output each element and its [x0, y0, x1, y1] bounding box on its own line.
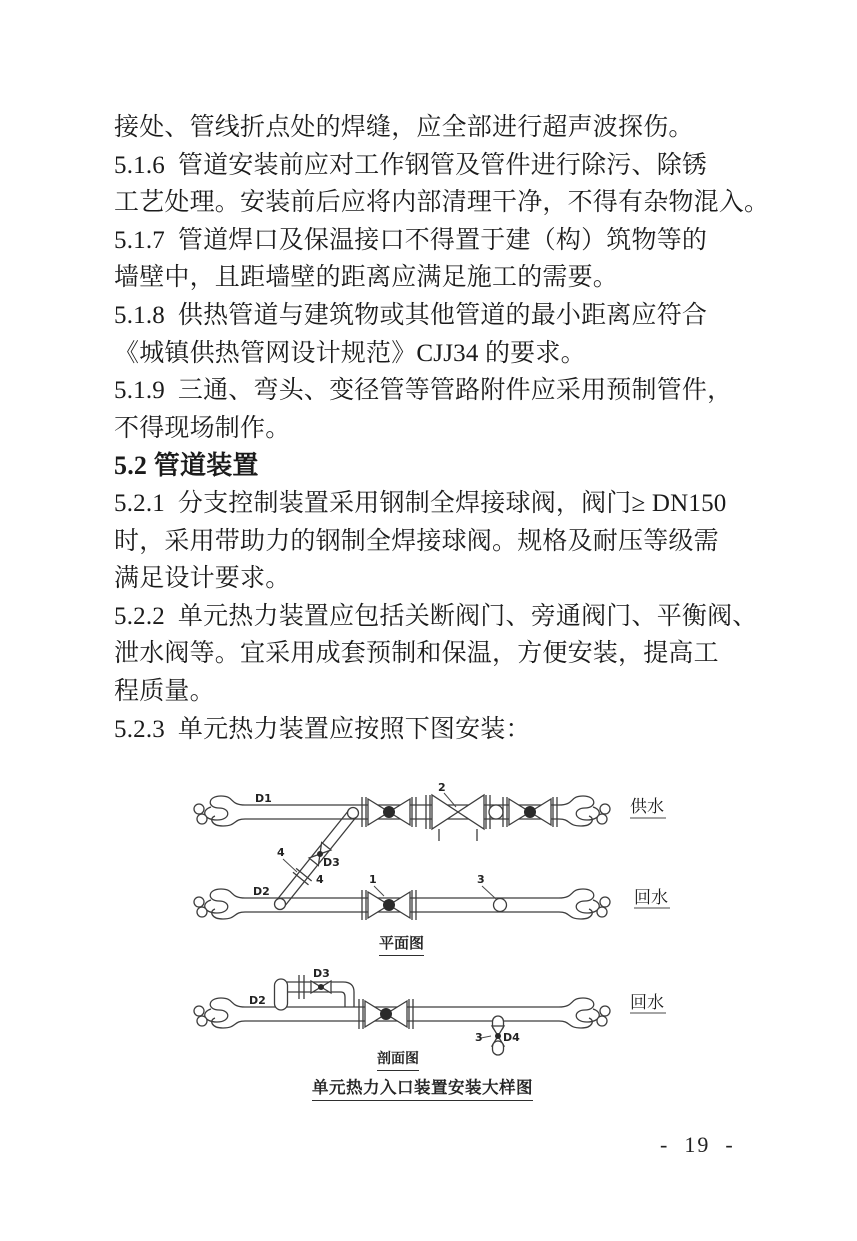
supply-shutoff-valve-2: [503, 797, 557, 827]
paragraph-line: 泄水阀等。宜采用成套预制和保温，方便安装，提高工: [114, 640, 719, 668]
leader-line: [374, 886, 384, 896]
paragraph-line: 5.1.8 供热管道与建筑物或其他管道的最小距离应符合: [114, 301, 708, 329]
plan-view: [194, 781, 670, 920]
pipe-label-d1: D1: [255, 792, 272, 805]
return-shutoff-valve: [362, 890, 416, 920]
callout-2: 2: [438, 781, 446, 794]
paragraph-line: 程质量。: [114, 677, 215, 705]
valve-label-d3: D3: [323, 856, 340, 869]
leader-line: [482, 886, 496, 899]
piping-diagram: [185, 775, 765, 1110]
section-heading: 5.2 管道装置: [114, 451, 259, 481]
paragraph-line: 5.1.7 管道焊口及保温接口不得置于建（构）筑物等的: [114, 226, 708, 254]
paragraph-line: 5.2.3 单元热力装置应按照下图安装：: [114, 715, 531, 743]
paragraph-line: 满足设计要求。: [114, 565, 291, 593]
paragraph-line: 5.2.1 分支控制装置采用钢制全焊接球阀，阀门≥ DN150: [114, 489, 727, 517]
supply-gauge-icon: [489, 805, 503, 819]
section-view-caption: 剖面图: [377, 1048, 419, 1071]
callout-1: 1: [369, 873, 377, 886]
paragraph-line: 5.1.9 三通、弯头、变径管等管路附件应采用预制管件，: [114, 377, 733, 405]
return-gauge-icon: [494, 899, 507, 912]
paragraph-line: 5.2.2 单元热力装置应包括关断阀门、旁通阀门、平衡阀、: [114, 602, 758, 630]
pipe-end-circle: [275, 899, 286, 910]
pipe-end-circle: [348, 808, 359, 819]
callout-4-lower: 4: [316, 873, 324, 886]
paragraph-line: 5.1.6 管道安装前应对工作钢管及管件进行除污、除锈: [114, 151, 708, 179]
paragraph-line: 时，采用带助力的钢制全焊接球阀。规格及耐压等级需: [114, 527, 719, 555]
paragraph-line: 墙壁中，且距墙壁的距离应满足施工的需要。: [114, 264, 619, 292]
section-view: [194, 967, 666, 1055]
callout-3: 3: [477, 873, 485, 886]
valve-label-d4: D4: [503, 1031, 520, 1044]
pipe-label-d2: D2: [249, 994, 266, 1007]
supply-control-valve: [426, 795, 490, 841]
paragraph-line: 工艺处理。安装前后应将内部清理干净，不得有杂物混入。: [114, 189, 770, 217]
figure-title: 单元热力入口装置安装大样图: [312, 1074, 533, 1101]
pipe-label-d2: D2: [253, 885, 270, 898]
drain-stub: [493, 1041, 504, 1055]
supply-shutoff-valve: [362, 797, 416, 827]
callout-3: 3: [475, 1031, 483, 1044]
valve-label-d3: D3: [313, 967, 330, 980]
drain-assembly: [481, 1016, 504, 1055]
bypass-pipe: [275, 808, 359, 910]
section-main-valve: [359, 999, 413, 1029]
body-text: [114, 109, 770, 748]
return-water-label: 回水: [634, 888, 668, 907]
section-bypass-loop: [275, 975, 355, 1010]
bypass-valve: [311, 981, 331, 993]
paragraph-line: 《城镇供热管网设计规范》CJJ34 的要求。: [114, 339, 586, 367]
callout-4-upper: 4: [277, 846, 285, 859]
leader-line: [283, 859, 297, 872]
page-number: - 19 -: [660, 1132, 735, 1157]
plan-view-caption: 平面图: [379, 932, 424, 956]
paragraph-line: 不得现场制作。: [114, 414, 291, 442]
bypass-riser: [275, 979, 288, 1010]
paragraph-line: 接处、管线折点处的焊缝，应全部进行超声波探伤。: [114, 114, 694, 141]
supply-water-label: 供水: [630, 797, 664, 816]
return-water-label: 回水: [630, 993, 664, 1012]
